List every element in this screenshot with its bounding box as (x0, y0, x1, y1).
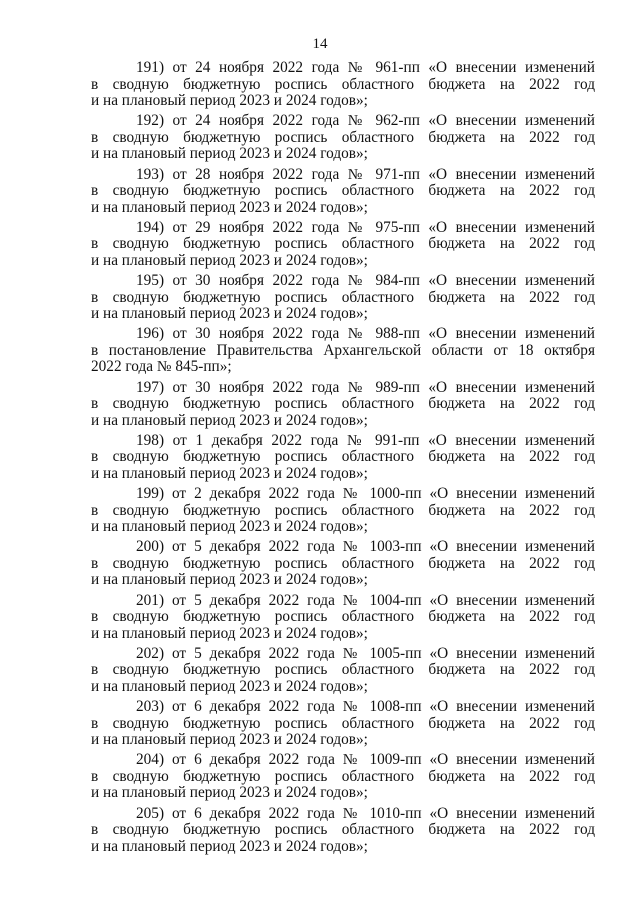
list-item-line: 192) от 24 ноября 2022 года № 962-пп «О внесении изменений (136, 113, 595, 130)
list-item-line: и на плановый период 2023 и 2024 годов»; (91, 785, 368, 802)
list-item-line: 204) от 6 декабря 2022 года № 1009-пп «О внесении изменений (136, 752, 595, 769)
list-item-line: в сводную бюджетную роспись областного бюджета на 2022 год (91, 662, 595, 679)
list-item-line: и на плановый период 2023 и 2024 годов»; (91, 519, 368, 535)
list-item-line: в сводную бюджетную роспись областного бюджета на 2022 год (91, 502, 595, 519)
list-item (91, 699, 595, 749)
list-item (91, 326, 595, 376)
list-item (91, 806, 595, 856)
list-item-line: 199) от 2 декабря 2022 года № 1000-пп «О внесении изменений (136, 486, 595, 502)
list-item-line: в сводную бюджетную роспись областного бюджета на 2022 год (91, 129, 595, 146)
list-item (91, 167, 595, 217)
list-item-line: в сводную бюджетную роспись областного бюджета на 2022 год (91, 289, 595, 306)
list-item-line: 200) от 5 декабря 2022 года № 1003-пп «О внесении изменений (136, 539, 595, 556)
list-item (91, 433, 595, 483)
list-item-line: в сводную бюджетную роспись областного бюджета на 2022 год (91, 183, 595, 199)
list-item (91, 752, 595, 802)
list-item-line: 2022 года № 845-пп»; (91, 359, 232, 376)
list-item-line: в сводную бюджетную роспись областного бюджета на 2022 год (91, 449, 595, 466)
list-item-line: 195) от 30 ноября 2022 года № 984-пп «О внесении изменений (136, 273, 595, 289)
list-item-line: и на плановый период 2023 и 2024 годов»; (91, 199, 368, 216)
list-item-line: 194) от 29 ноября 2022 года № 975-пп «О внесении изменений (136, 219, 595, 236)
list-items (91, 60, 595, 859)
list-item (91, 273, 595, 323)
list-item (91, 60, 595, 110)
list-item-line: 201) от 5 декабря 2022 года № 1004-пп «О внесении изменений (136, 592, 595, 609)
page-number: 14 (312, 36, 328, 52)
list-item-line: и на плановый период 2023 и 2024 годов»; (91, 678, 368, 695)
list-item (91, 486, 595, 536)
list-item-line: и на плановый период 2023 и 2024 годов»; (91, 93, 368, 109)
list-item-line: и на плановый период 2023 и 2024 годов»; (91, 412, 368, 429)
list-item-line: в сводную бюджетную роспись областного бюджета на 2022 год (91, 715, 595, 732)
list-item-line: в сводную бюджетную роспись областного бюджета на 2022 год (91, 76, 595, 93)
list-item-line: в сводную бюджетную роспись областного бюджета на 2022 год (91, 609, 595, 625)
list-item-line: 202) от 5 декабря 2022 года № 1005-пп «О внесении изменений (136, 645, 595, 662)
list-item-line: в сводную бюджетную роспись областного бюджета на 2022 год (91, 768, 595, 785)
list-item (91, 539, 595, 589)
list-item-line: 193) от 28 ноября 2022 года № 971-пп «О внесении изменений (136, 166, 595, 183)
list-item-line: в постановление Правительства Архангельской области от 18 октября (91, 342, 595, 359)
list-item-line: и на плановый период 2023 и 2024 годов»; (91, 465, 368, 482)
list-item (91, 220, 595, 270)
list-item-line: и на плановый период 2023 и 2024 годов»; (91, 572, 368, 589)
list-item-line: в сводную бюджетную роспись областного бюджета на 2022 год (91, 236, 595, 253)
list-item-line: 203) от 6 декабря 2022 года № 1008-пп «О внесении изменений (136, 699, 595, 715)
list-item-line: 198) от 1 декабря 2022 года № 991-пп «О внесении изменений (136, 432, 595, 449)
list-item (91, 113, 595, 163)
list-item-line: 197) от 30 ноября 2022 года № 989-пп «О внесении изменений (136, 379, 595, 396)
list-item-line: в сводную бюджетную роспись областного бюджета на 2022 год (91, 822, 595, 838)
list-item-line: и на плановый период 2023 и 2024 годов»; (91, 146, 368, 163)
list-item-line: и на плановый период 2023 и 2024 годов»; (91, 838, 368, 855)
list-item-line: и на плановый период 2023 и 2024 годов»; (91, 732, 368, 748)
list-item-line: в сводную бюджетную роспись областного бюджета на 2022 год (91, 555, 595, 572)
list-item-line: и на плановый период 2023 и 2024 годов»; (91, 252, 368, 269)
list-item-line: 196) от 30 ноября 2022 года № 988-пп «О внесении изменений (136, 326, 595, 343)
list-item-line: в сводную бюджетную роспись областного бюджета на 2022 год (91, 396, 595, 412)
list-item-line: 191) от 24 ноября 2022 года № 961-пп «О внесении изменений (136, 60, 595, 76)
list-item (91, 593, 595, 643)
list-item (91, 646, 595, 696)
list-item (91, 380, 595, 430)
list-item-line: 205) от 6 декабря 2022 года № 1010-пп «О внесении изменений (136, 805, 595, 822)
list-item-line: и на плановый период 2023 и 2024 годов»; (91, 306, 368, 322)
list-item-line: и на плановый период 2023 и 2024 годов»; (91, 625, 368, 642)
